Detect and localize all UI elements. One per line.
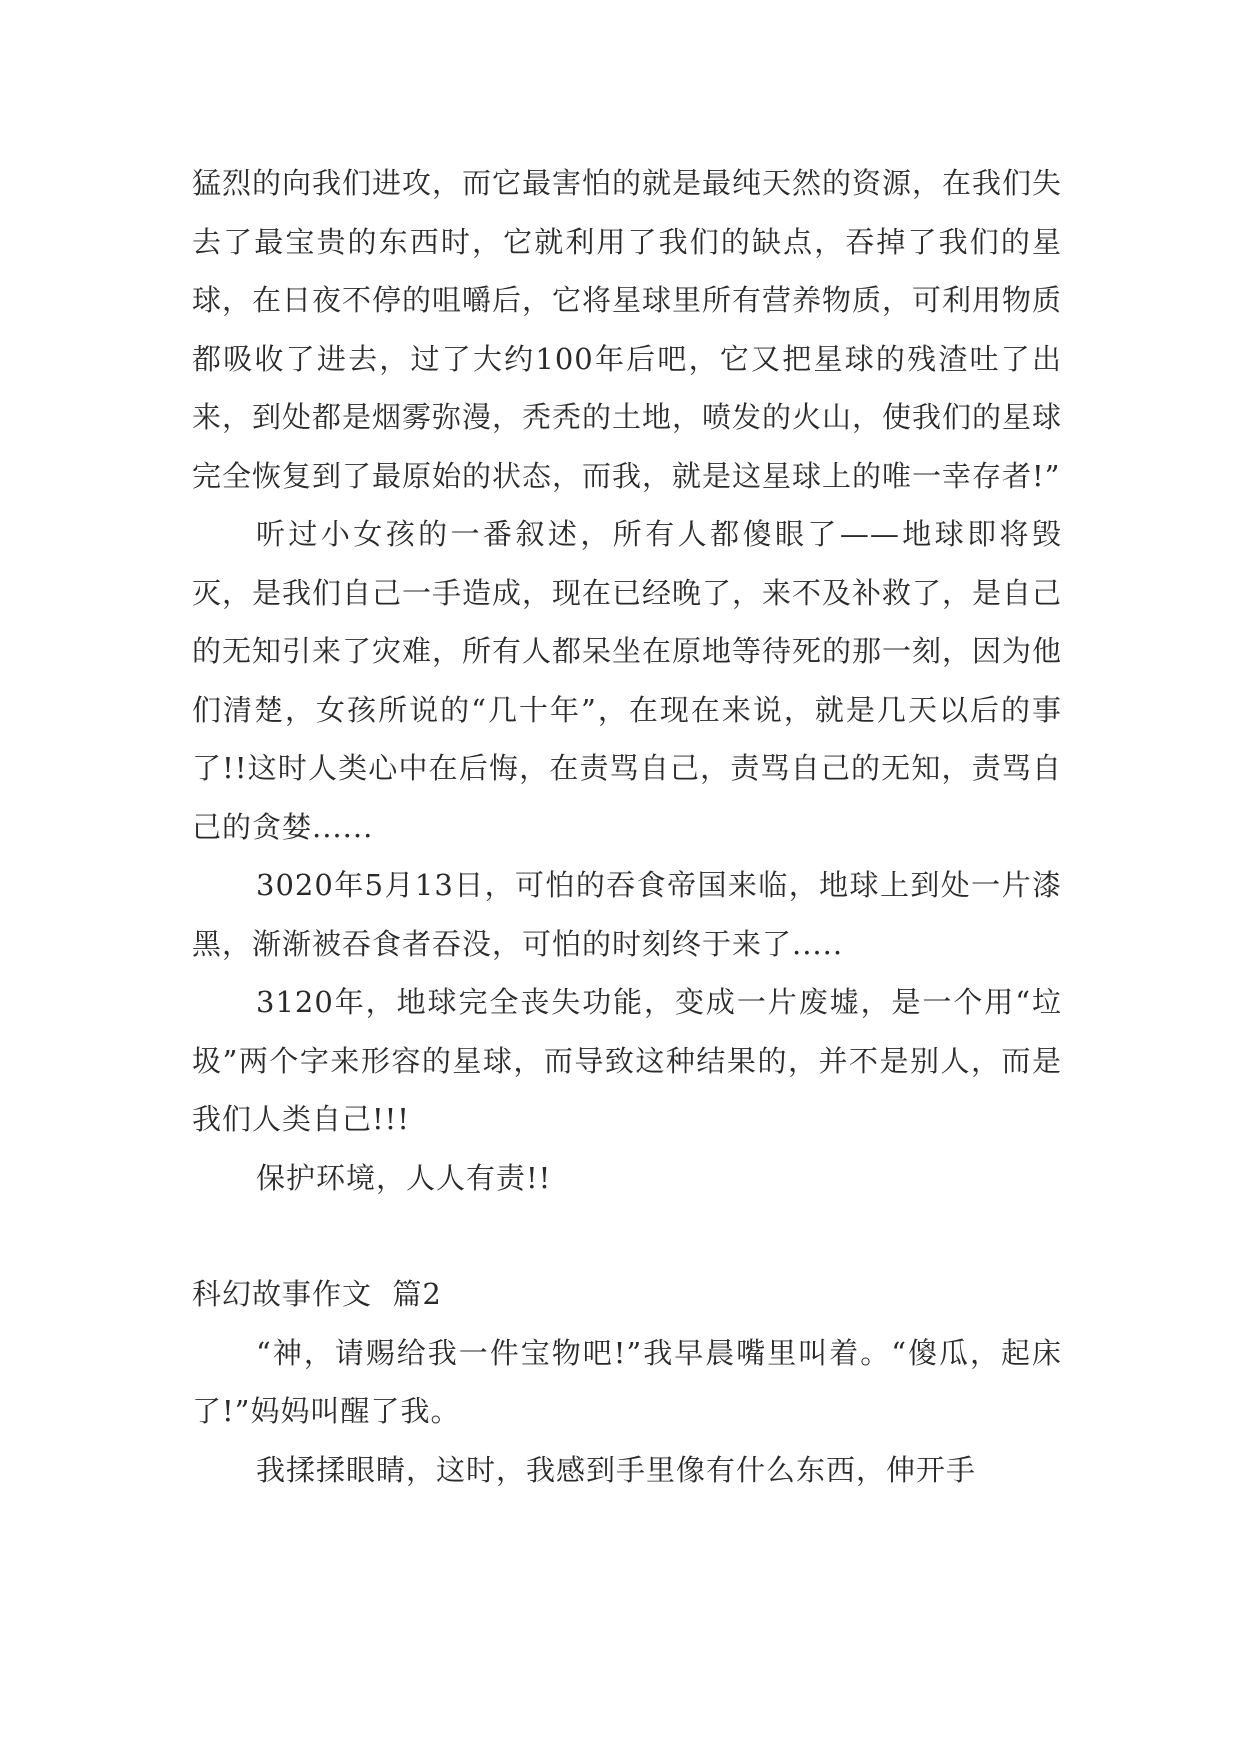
- paragraph-date-3020: 3020年5月13日，可怕的吞食帝国来临，地球上到处一片漆黑，渐渐被吞食者吞没，可怕的时刻终于来了.....: [192, 868, 1062, 961]
- document-body: [192, 154, 1062, 1499]
- section-title: 科幻故事作文 篇2: [192, 1277, 442, 1311]
- paragraph-continued-end: 我揉揉眼睛，这时，我感到手里像有什么东西，伸开手: [256, 1452, 977, 1487]
- paragraph-slogan: 保护环境，人人有责!!: [256, 1160, 552, 1195]
- paragraph-dialogue: “神，请赐给我一件宝物吧!”我早晨嘴里叫着。“傻瓜，起床了!”妈妈叫醒了我。: [192, 1335, 1062, 1428]
- paragraph-continued: 猛烈的向我们进攻，而它最害怕的就是最纯天然的资源，在我们失去了最宝贵的东西时，它就利用了我们的缺点，吞掉了我们的星球，在日夜不停的咀嚼后，它将星球里所有营养物质，可利用物质都吸收了进去，过了大约100年后吧，它又把星球的残渣吐了出来，到处都是烟雾弥漫，秃秃的土地，喷发的火山，使我们的星球完全恢复到了最原始的状态，而我，就是这星球上的唯一幸存者!”: [192, 166, 1063, 493]
- paragraph-date-3120: 3120年，地球完全丧失功能，变成一片废墟，是一个用“垃圾”两个字来形容的星球，而导致这种结果的，并不是别人，而是我们人类自己!!!: [192, 985, 1062, 1136]
- paragraph-narration: 听过小女孩的一番叙述，所有人都傻眼了——地球即将毁灭，是我们自己一手造成，现在已经晚了，来不及补救了，是自己的无知引来了灾难，所有人都呆坐在原地等待死的那一刻，因为他们清楚，女孩所说的“几十年”，在现在来说，就是几天以后的事了!!这时人类心中在后悔，在责骂自己，责骂自己的无知，责骂自己的贪婪......: [192, 517, 1063, 844]
